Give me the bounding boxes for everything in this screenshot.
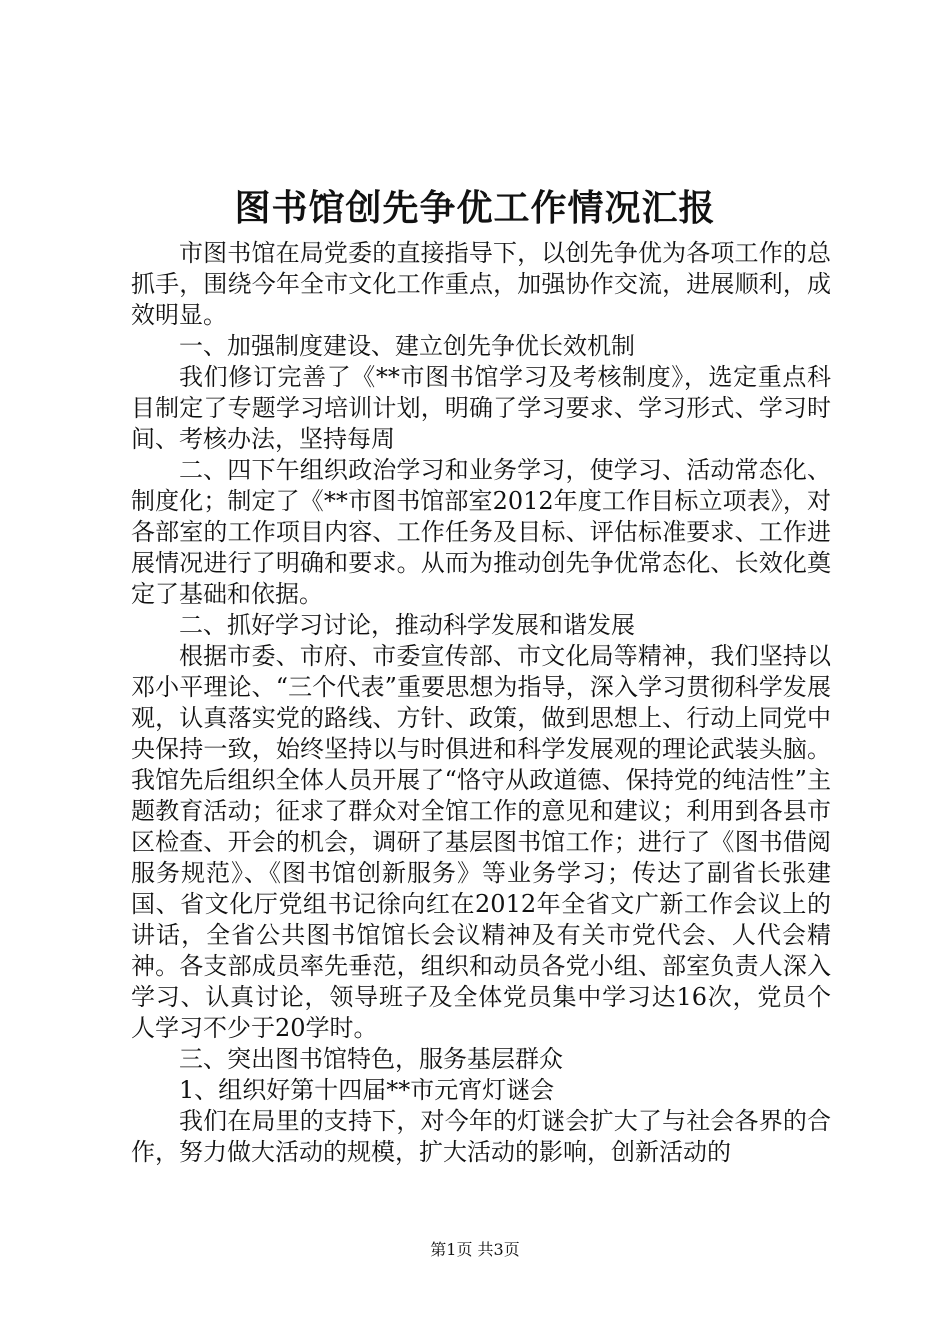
paragraph-system: 我们修订完善了《**市图书馆学习及考核制度》，选定重点科目制定了专题学习培训计划，明确了学习要求、学习形式、学习时间、考核办法，坚持每周 (131, 363, 831, 453)
page-footer: 第1页 共3页 (430, 1240, 520, 1259)
section-heading-2: 二、抓好学习讨论，推动科学发展和谐发展 (179, 611, 635, 639)
paragraph-study: 根据市委、市府、市委宣传部、市文化局等精神，我们坚持以邓小平理论、“三个代表”重要思想为指导，深入学习贯彻科学发展观，认真落实党的路线、方针、政策，做到思想上、行动上同党中央保持一致，始终坚持以与时俱进和科学发展观的理论武装头脑。我馆先后组织全体人员开展了“恪守从政道德、保持党的纯洁性”主题教育活动；征求了群众对全馆工作的意见和建议；利用到各县市区检查、开会的机会，调研了基层图书馆工作；进行了《图书借阅服务规范》、《图书馆创新服务》等业务学习；传达了副省长张建国、省文化厅党组书记徐向红在2012年全省文广新工作会议上的讲话，全省公共图书馆馆长会议精神及有关市党代会、人代会精神。各支部成员率先垂范，组织和动员各党小组、部室负责人深入学习、认真讨论，领导班子及全体党员集中学习达16次，党员个人学习不少于20学时。 (131, 642, 831, 1042)
paragraph-intro: 市图书馆在局党委的直接指导下，以创先争优为各项工作的总抓手，围绕今年全市文化工作重点，加强协作交流，进展顺利，成效明显。 (131, 239, 831, 329)
paragraph-weekly: 二、四下午组织政治学习和业务学习，使学习、活动常态化、制度化；制定了《**市图书馆部室2012年度工作目标立项表》，对各部室的工作项目内容、工作任务及目标、评估标准要求、工作进展情况进行了明确和要求。从而为推动创先争优常态化、长效化奠定了基础和依据。 (131, 456, 831, 608)
section-heading-1: 一、加强制度建设、建立创先争优长效机制 (179, 332, 635, 360)
section-heading-3: 三、突出图书馆特色，服务基层群众 (179, 1045, 563, 1073)
paragraph-lantern: 我们在局里的支持下，对今年的灯谜会扩大了与社会各界的合作，努力做大活动的规模，扩大活动的影响，创新活动的 (131, 1107, 831, 1166)
document-body (131, 238, 831, 1168)
document-title: 图书馆创先争优工作情况汇报 (234, 187, 716, 229)
subsection-heading-1: 1、组织好第十四届**市元宵灯谜会 (179, 1076, 555, 1104)
